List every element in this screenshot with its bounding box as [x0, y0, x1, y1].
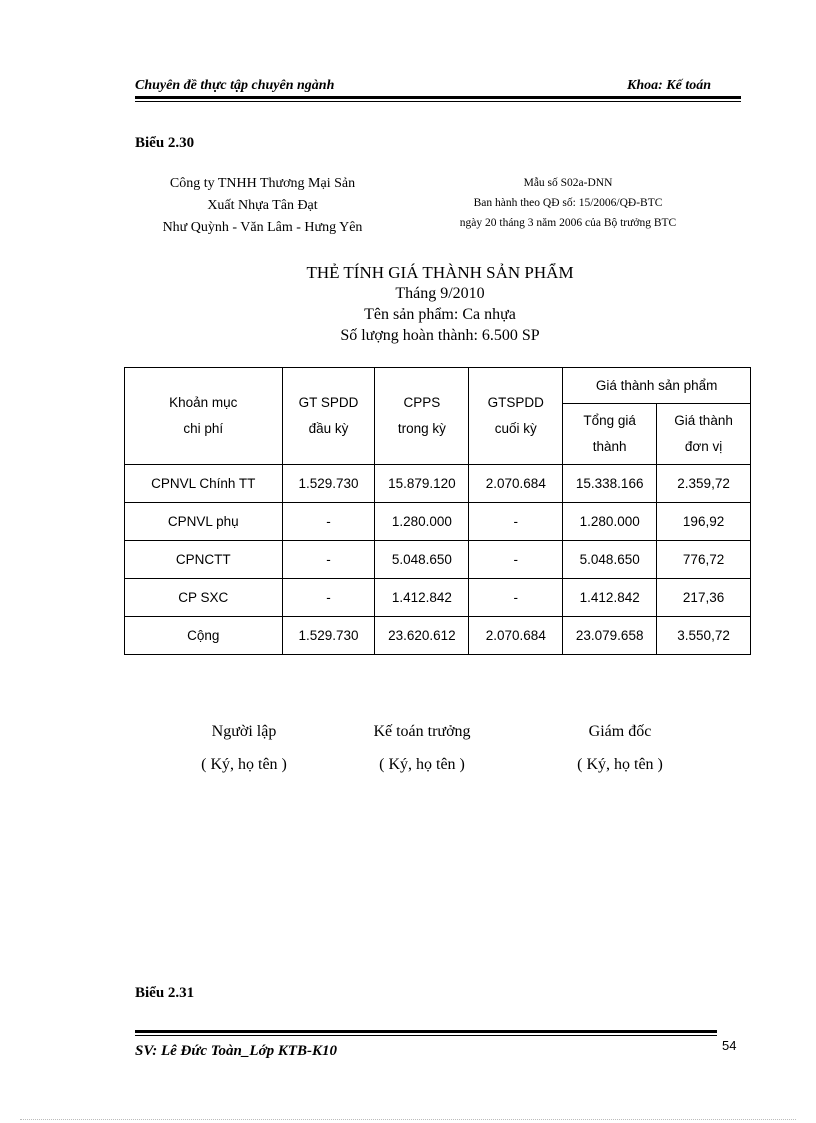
table-cell: -	[469, 579, 563, 617]
header-gt-spdd: GT SPDD đầu kỳ	[282, 368, 375, 465]
signature-role: Người lập	[211, 723, 277, 740]
signature-role: Giám đốc	[588, 723, 652, 740]
bottom-dotted-line	[20, 1119, 796, 1120]
company-line-2: Xuất Nhựa Tân Đạt	[207, 198, 318, 213]
row-label-cell: CPNVL phụ	[125, 503, 283, 541]
signature-note: ( Ký, họ tên )	[577, 756, 663, 773]
table-cell: -	[282, 503, 375, 541]
footer-student: SV: Lê Đức Toàn_Lớp KTB-K10	[135, 1043, 338, 1059]
section-label: Biểu 2.30	[135, 135, 195, 151]
table-cell: 1.529.730	[282, 617, 375, 655]
signature-note: ( Ký, họ tên )	[201, 756, 287, 773]
company-line-1: Công ty TNHH Thương Mại Sản	[169, 176, 356, 191]
table-cell: 776,72	[657, 541, 751, 579]
table-cell: 23.620.612	[375, 617, 469, 655]
table-row	[125, 579, 751, 617]
title-block	[180, 262, 700, 346]
table-cell: -	[282, 579, 375, 617]
document-title: THẺ TÍNH GIÁ THÀNH SẢN PHẨM	[306, 263, 574, 282]
title-month: Tháng 9/2010	[395, 285, 485, 302]
header-rule-thin	[135, 101, 741, 102]
header-unit-cost: Giá thành đơn vị	[657, 404, 751, 465]
table-cell: 2.359,72	[657, 465, 751, 503]
table-cell: 1.412.842	[375, 579, 469, 617]
header-gtspdd: GTSPDD cuối kỳ	[469, 368, 563, 465]
table-cell: 3.550,72	[657, 617, 751, 655]
table-row	[125, 617, 751, 655]
header-left-text: Chuyên đề thực tập chuyên ngành	[135, 78, 335, 93]
signature-role: Kế toán trưởng	[373, 723, 471, 740]
row-label-cell: CPNVL Chính TT	[125, 465, 283, 503]
table-cell: 5.048.650	[563, 541, 657, 579]
form-info-line-2: Ban hành theo QĐ số: 15/2006/QĐ-BTC	[473, 197, 663, 209]
next-section-label: Biểu 2.31	[135, 985, 195, 1001]
table-cell: 15.338.166	[563, 465, 657, 503]
signature-director	[540, 715, 700, 781]
header-item: Khoản mục chi phí	[125, 368, 283, 465]
table-cell: 15.879.120	[375, 465, 469, 503]
table-body	[125, 465, 751, 655]
row-label-cell: CP SXC	[125, 579, 283, 617]
table-cell: 217,36	[657, 579, 751, 617]
table-cell: 1.280.000	[375, 503, 469, 541]
company-line-3: Như Quỳnh - Văn Lâm - Hưng Yên	[162, 220, 363, 235]
signature-chief-accountant	[342, 715, 502, 781]
footer-rule-thin	[135, 1035, 717, 1036]
company-info	[140, 173, 385, 239]
header-rule-thick	[135, 96, 741, 99]
table-cell: 196,92	[657, 503, 751, 541]
table-cell: 1.280.000	[563, 503, 657, 541]
table-header-row-1	[125, 368, 751, 404]
table-cell: 23.079.658	[563, 617, 657, 655]
table-cell: -	[469, 541, 563, 579]
title-product: Tên sản phẩm: Ca nhựa	[364, 306, 516, 323]
row-label-cell: Cộng	[125, 617, 283, 655]
header-group-cost: Giá thành sản phẩm	[563, 368, 751, 404]
table-row	[125, 465, 751, 503]
form-info-line-3: ngày 20 tháng 3 năm 2006 của Bộ trưởng BTC	[459, 217, 677, 229]
signature-note: ( Ký, họ tên )	[379, 756, 465, 773]
table-cell: 2.070.684	[469, 617, 563, 655]
table-cell: 1.412.842	[563, 579, 657, 617]
cost-table	[124, 367, 751, 655]
header-cpps: CPPS trong kỳ	[375, 368, 469, 465]
table-row	[125, 503, 751, 541]
table-cell: -	[469, 503, 563, 541]
table-row	[125, 541, 751, 579]
header-right-text: Khoa: Kế toán	[627, 78, 712, 93]
form-info	[430, 173, 706, 233]
signature-preparer	[164, 715, 324, 781]
header-total-cost: Tổng giá thành	[563, 404, 657, 465]
footer-rule-thick	[135, 1030, 717, 1033]
table-cell: 5.048.650	[375, 541, 469, 579]
table-cell: -	[282, 541, 375, 579]
title-quantity: Số lượng hoàn thành: 6.500 SP	[340, 327, 540, 344]
page-number: 54	[722, 1038, 737, 1053]
form-info-line-1: Mẫu số S02a-DNN	[523, 177, 613, 189]
table-cell: 1.529.730	[282, 465, 375, 503]
row-label-cell: CPNCTT	[125, 541, 283, 579]
table-cell: 2.070.684	[469, 465, 563, 503]
